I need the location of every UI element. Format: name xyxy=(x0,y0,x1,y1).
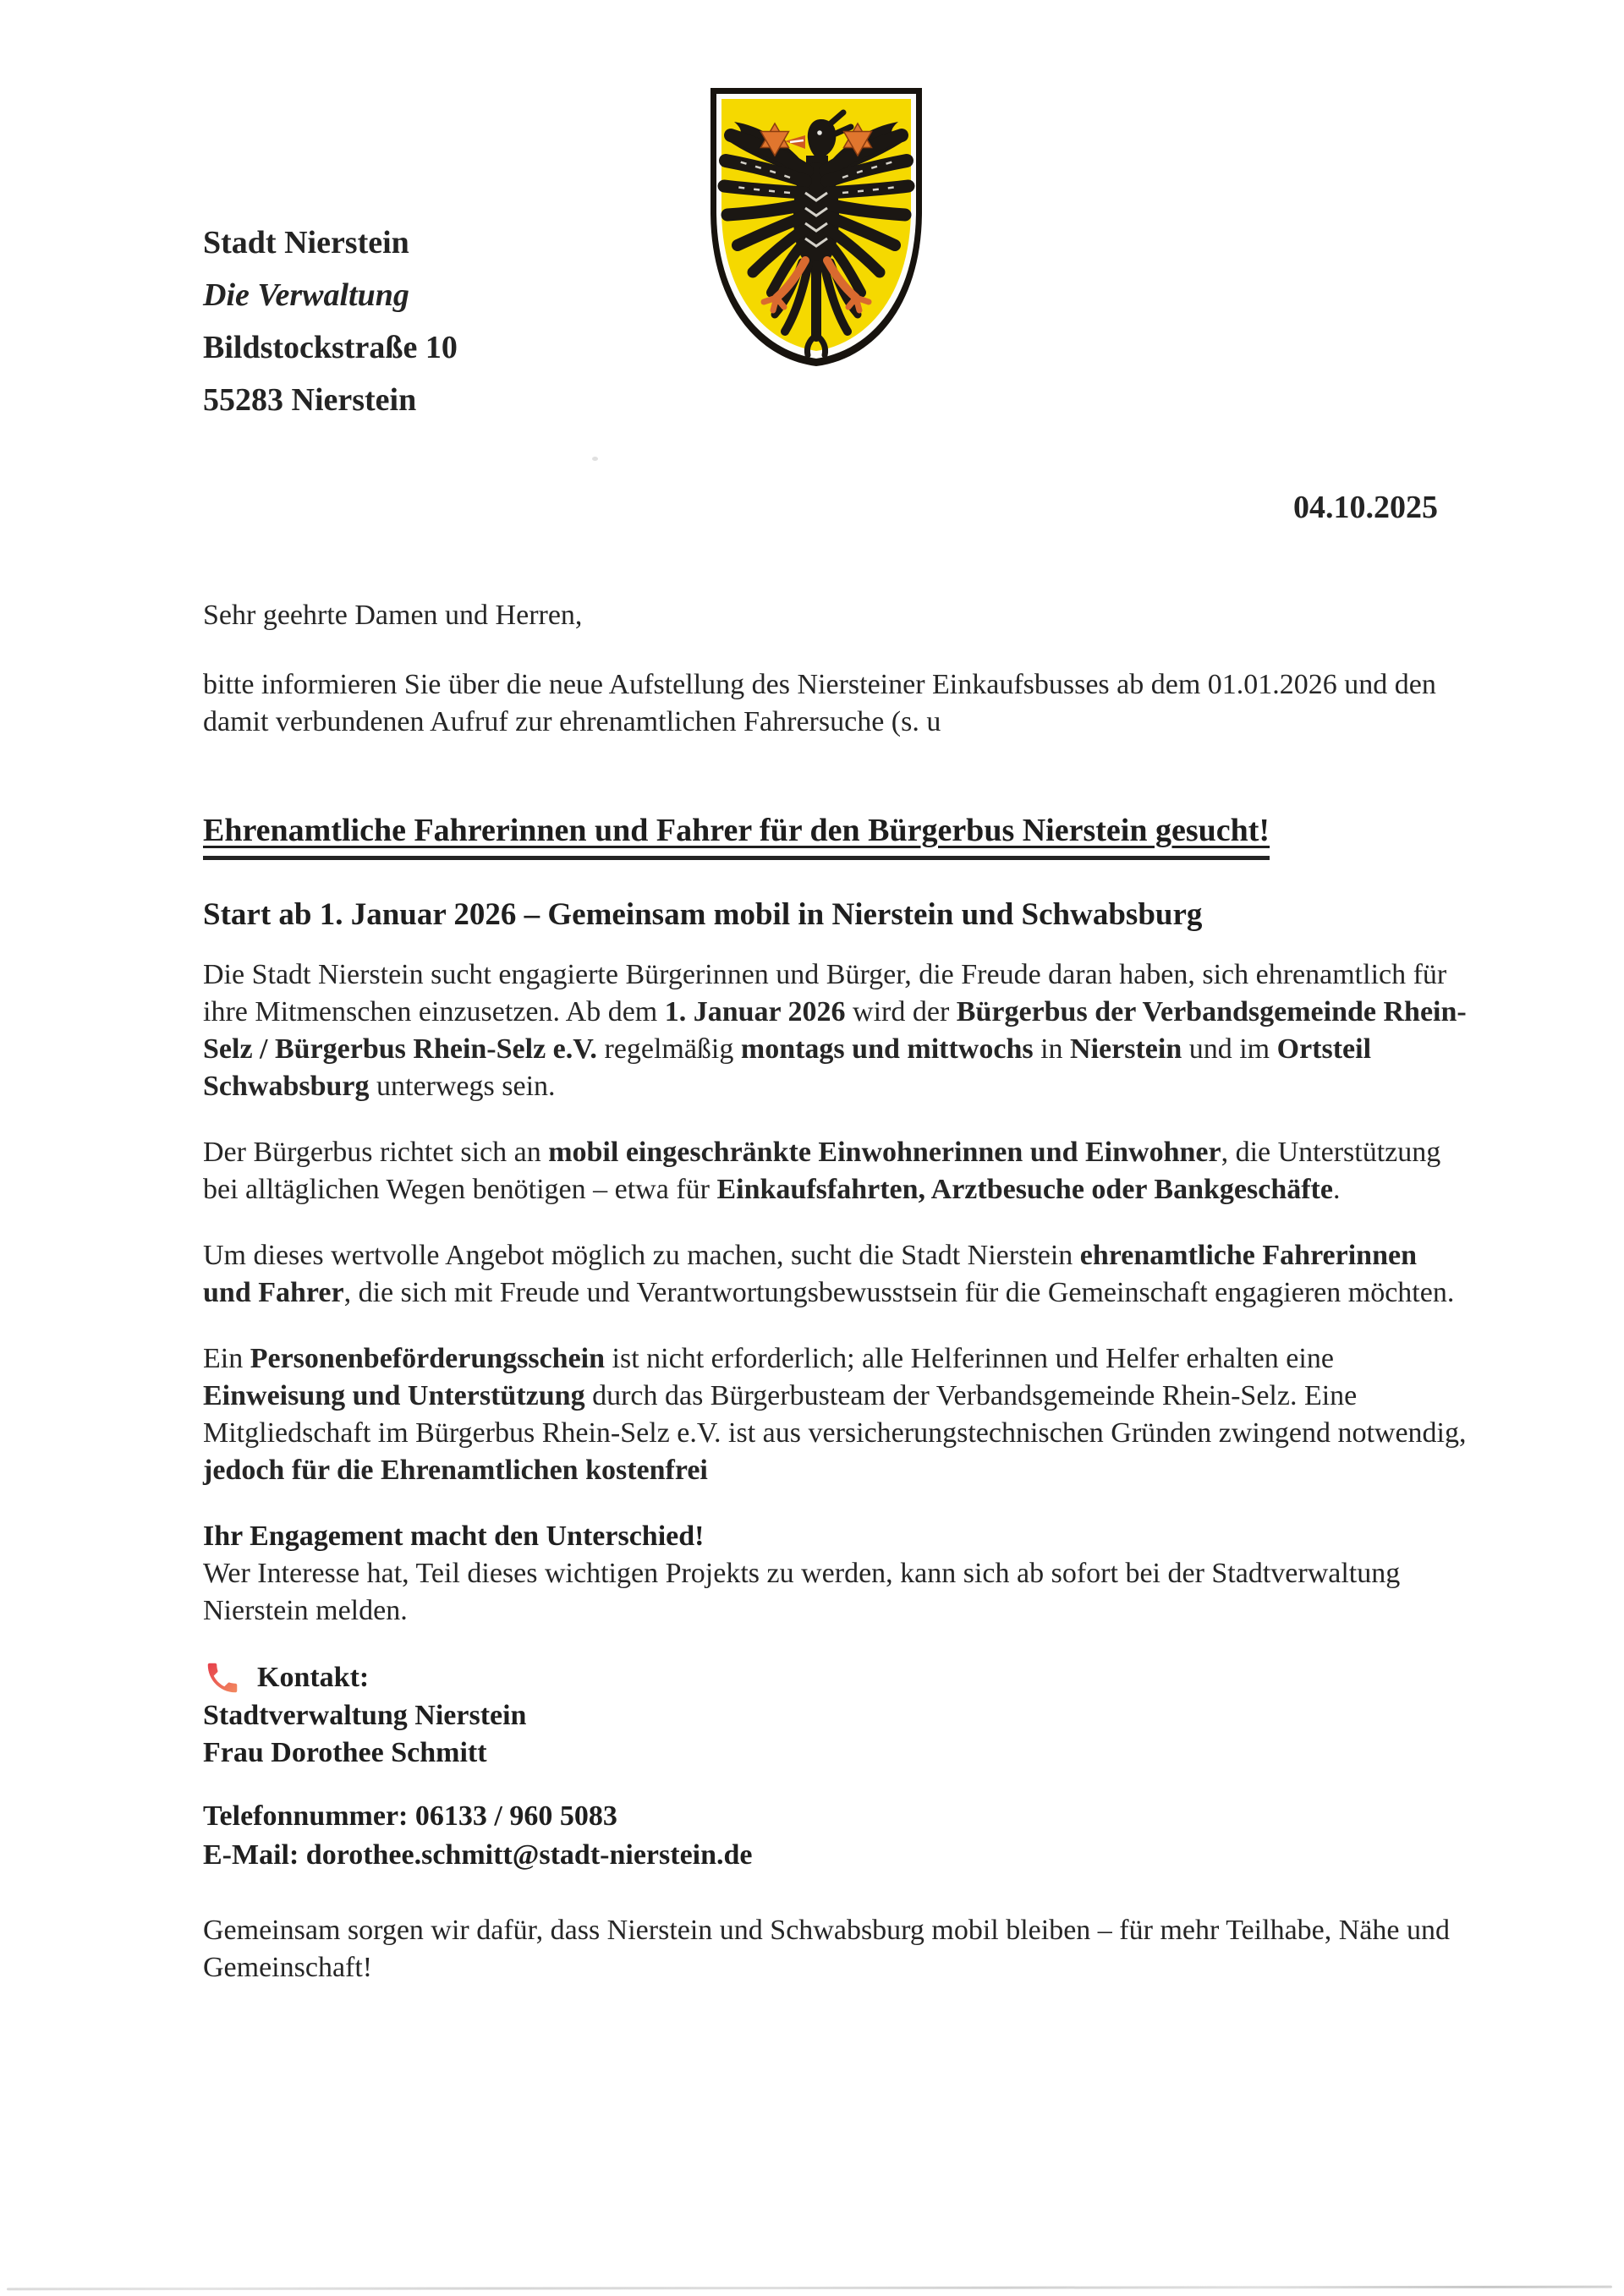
headline-wrap xyxy=(203,810,1472,860)
letter-body xyxy=(203,597,1472,2015)
engagement-title: Ihr Engagement macht den Unterschied! xyxy=(203,1521,705,1552)
intro-paragraph: bitte informieren Sie über die neue Aufstellung des Niersteiner Einkaufsbusses ab dem 01.01.2026 und den damit verbundenen Aufruf zur ehrenamtlichen Fahrersuche (s. u xyxy=(203,669,1436,737)
paragraph-bus-schedule: Die Stadt Nierstein sucht engagierte Bürgerinnen und Bürger, die Freude daran haben, sich ehrenamtlich für ihre Mitmenschen einzusetzen. Ab dem 1. Januar 2026 wird der Bürgerbus der Verbandsgemeinde Rhein-Selz / Bürgerbus Rhein-Selz e.V. regelmäßig montags und mittwochs in Nierstein und im Ortsteil Schwabsburg unterwegs sein. xyxy=(203,959,1467,1102)
paragraph-target-group: Der Bürgerbus richtet sich an mobil eingeschränkte Einwohnerinnen und Einwohner, die Unterstützung bei alltäglichen Wegen benötigen – etwa für Einkaufsfahrten, Arztbesuche oder Bankgeschäfte. xyxy=(203,1137,1441,1205)
contact-header-row xyxy=(203,1658,1472,1697)
sender-department: Die Verwaltung xyxy=(203,277,409,313)
scan-artifact-line xyxy=(7,2286,1612,2291)
letter-date: 04.10.2025 xyxy=(1293,490,1438,525)
eagle-eye xyxy=(817,130,822,135)
paragraph-volunteers-wanted: Um dieses wertvolle Angebot möglich zu machen, sucht die Stadt Nierstein ehrenamtliche Fahrerinnen und Fahrer, die sich mit Freude und Verantwortungsbewusstsein für die Gemeinschaft engagieren möchten. xyxy=(203,1240,1455,1308)
closing-paragraph: Gemeinsam sorgen wir dafür, dass Nierstein und Schwabsburg mobil bleiben – für mehr Teilhabe, Nähe und Gemeinschaft! xyxy=(203,1915,1450,1983)
sender-address-block xyxy=(203,216,458,426)
scan-artifact-dot xyxy=(592,457,598,461)
phone-receiver-icon xyxy=(203,1658,242,1697)
sender-city: 55283 Nierstein xyxy=(203,382,417,418)
subheadline: Start ab 1. Januar 2026 – Gemeinsam mobil in Nierstein und Schwabsburg xyxy=(203,897,1203,932)
salutation: Sehr geehrte Damen und Herren, xyxy=(203,600,583,631)
contact-address xyxy=(203,1697,1472,1772)
contact-person: Frau Dorothee Schmitt xyxy=(203,1737,487,1768)
contact-organization: Stadtverwaltung Nierstein xyxy=(203,1700,527,1731)
headline: Ehrenamtliche Fahrerinnen und Fahrer für den Bürgerbus Nierstein gesucht! xyxy=(203,810,1270,860)
nierstein-coat-of-arms xyxy=(705,85,927,369)
contact-email: E-Mail: dorothee.schmitt@stadt-nierstein.de xyxy=(203,1839,753,1871)
coat-of-arms-svg xyxy=(705,85,927,369)
engagement-section xyxy=(203,1518,1472,1630)
contact-phone: Telefonnummer: 06133 / 960 5083 xyxy=(203,1800,617,1832)
sender-street: Bildstockstraße 10 xyxy=(203,330,458,365)
sender-organization: Stadt Nierstein xyxy=(203,225,409,260)
contact-details xyxy=(203,1797,1472,1875)
paragraph-requirements: Ein Personenbeförderungsschein ist nicht erforderlich; alle Helferinnen und Helfer erhalten eine Einweisung und Unterstützung durch das Bürgerbusteam der Verbandsgemeinde Rhein-Selz. Eine Mitgliedschaft im Bürgerbus Rhein-Selz e.V. ist aus versicherungstechnischen Gründen zwingend notwendig, jedoch für die Ehrenamtlichen kostenfrei xyxy=(203,1343,1467,1486)
engagement-body: Wer Interesse hat, Teil dieses wichtigen Projekts zu werden, kann sich ab sofort bei der Stadtverwaltung Nierstein melden. xyxy=(203,1558,1401,1626)
contact-label: Kontakt: xyxy=(257,1662,370,1693)
